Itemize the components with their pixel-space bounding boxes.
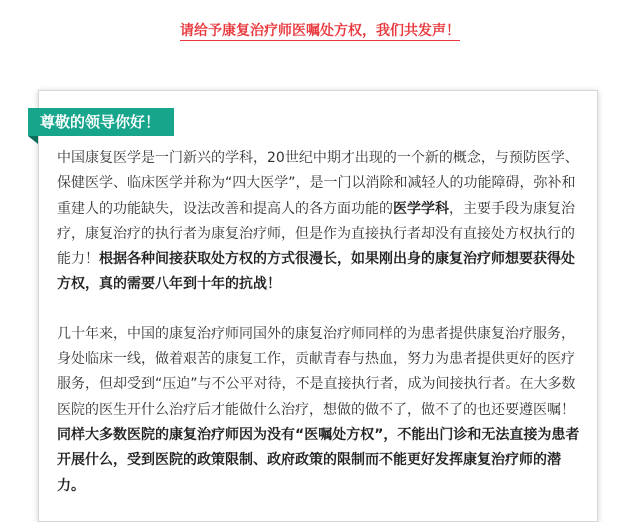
paragraph-2 (57, 322, 585, 499)
p1-bold-term: 医学学科 (393, 200, 449, 217)
greeting-tag-fold (28, 136, 38, 144)
letter-body (57, 146, 585, 499)
p1-bold-statement: 根据各种间接获取处方权的方式很漫长，如果刚出身的康复治疗师想要获得处方权，真的需要八年到十年的抗战！ (57, 251, 575, 293)
greeting-tag: 尊敬的领导你好！ (28, 108, 174, 136)
p1-text-c: ，主要手段为康复治疗，康复治疗的执行者为康复治疗师，但是作为直接执行者却没有直接处方权执行的能力！ (57, 200, 575, 268)
headline-text: 请给予康复治疗师医嘱处方权，我们共发声！ (180, 23, 460, 39)
headline (0, 20, 640, 40)
p2-text-a: 几十年来，中国的康复治疗师同国外的康复治疗师同样的为患者提供康复治疗服务，身处临床一线，做着艰苦的康复工作，贡献青春与热血，努力为患者提供更好的医疗服务，但却受到“压迫”与不公平对待，不是直接执行者，成为间接执行者。在大多数医院的医生开什么治疗后才能做什么治疗，想做的做不了，做不了的也还要遵医嘱！ (57, 325, 576, 418)
p2-bold-statement: 同样大多数医院的康复治疗师因为没有“医嘱处方权”，不能出门诊和无法直接为患者开展什么，受到医院的政策限制、政府政策的限制而不能更好发挥康复治疗师的潜力。 (57, 426, 580, 494)
p1-text-a: 中国康复医学是一门新兴的学科，20世纪中期才出现的一个新的概念，与预防医学、保健医学、临床医学并称为“四大医学”，是一门以消除和减轻人的功能障碍，弥补和重建人的功能缺失，设法改善和提高人的各方面功能的 (57, 150, 579, 217)
paragraph-1 (57, 146, 585, 298)
